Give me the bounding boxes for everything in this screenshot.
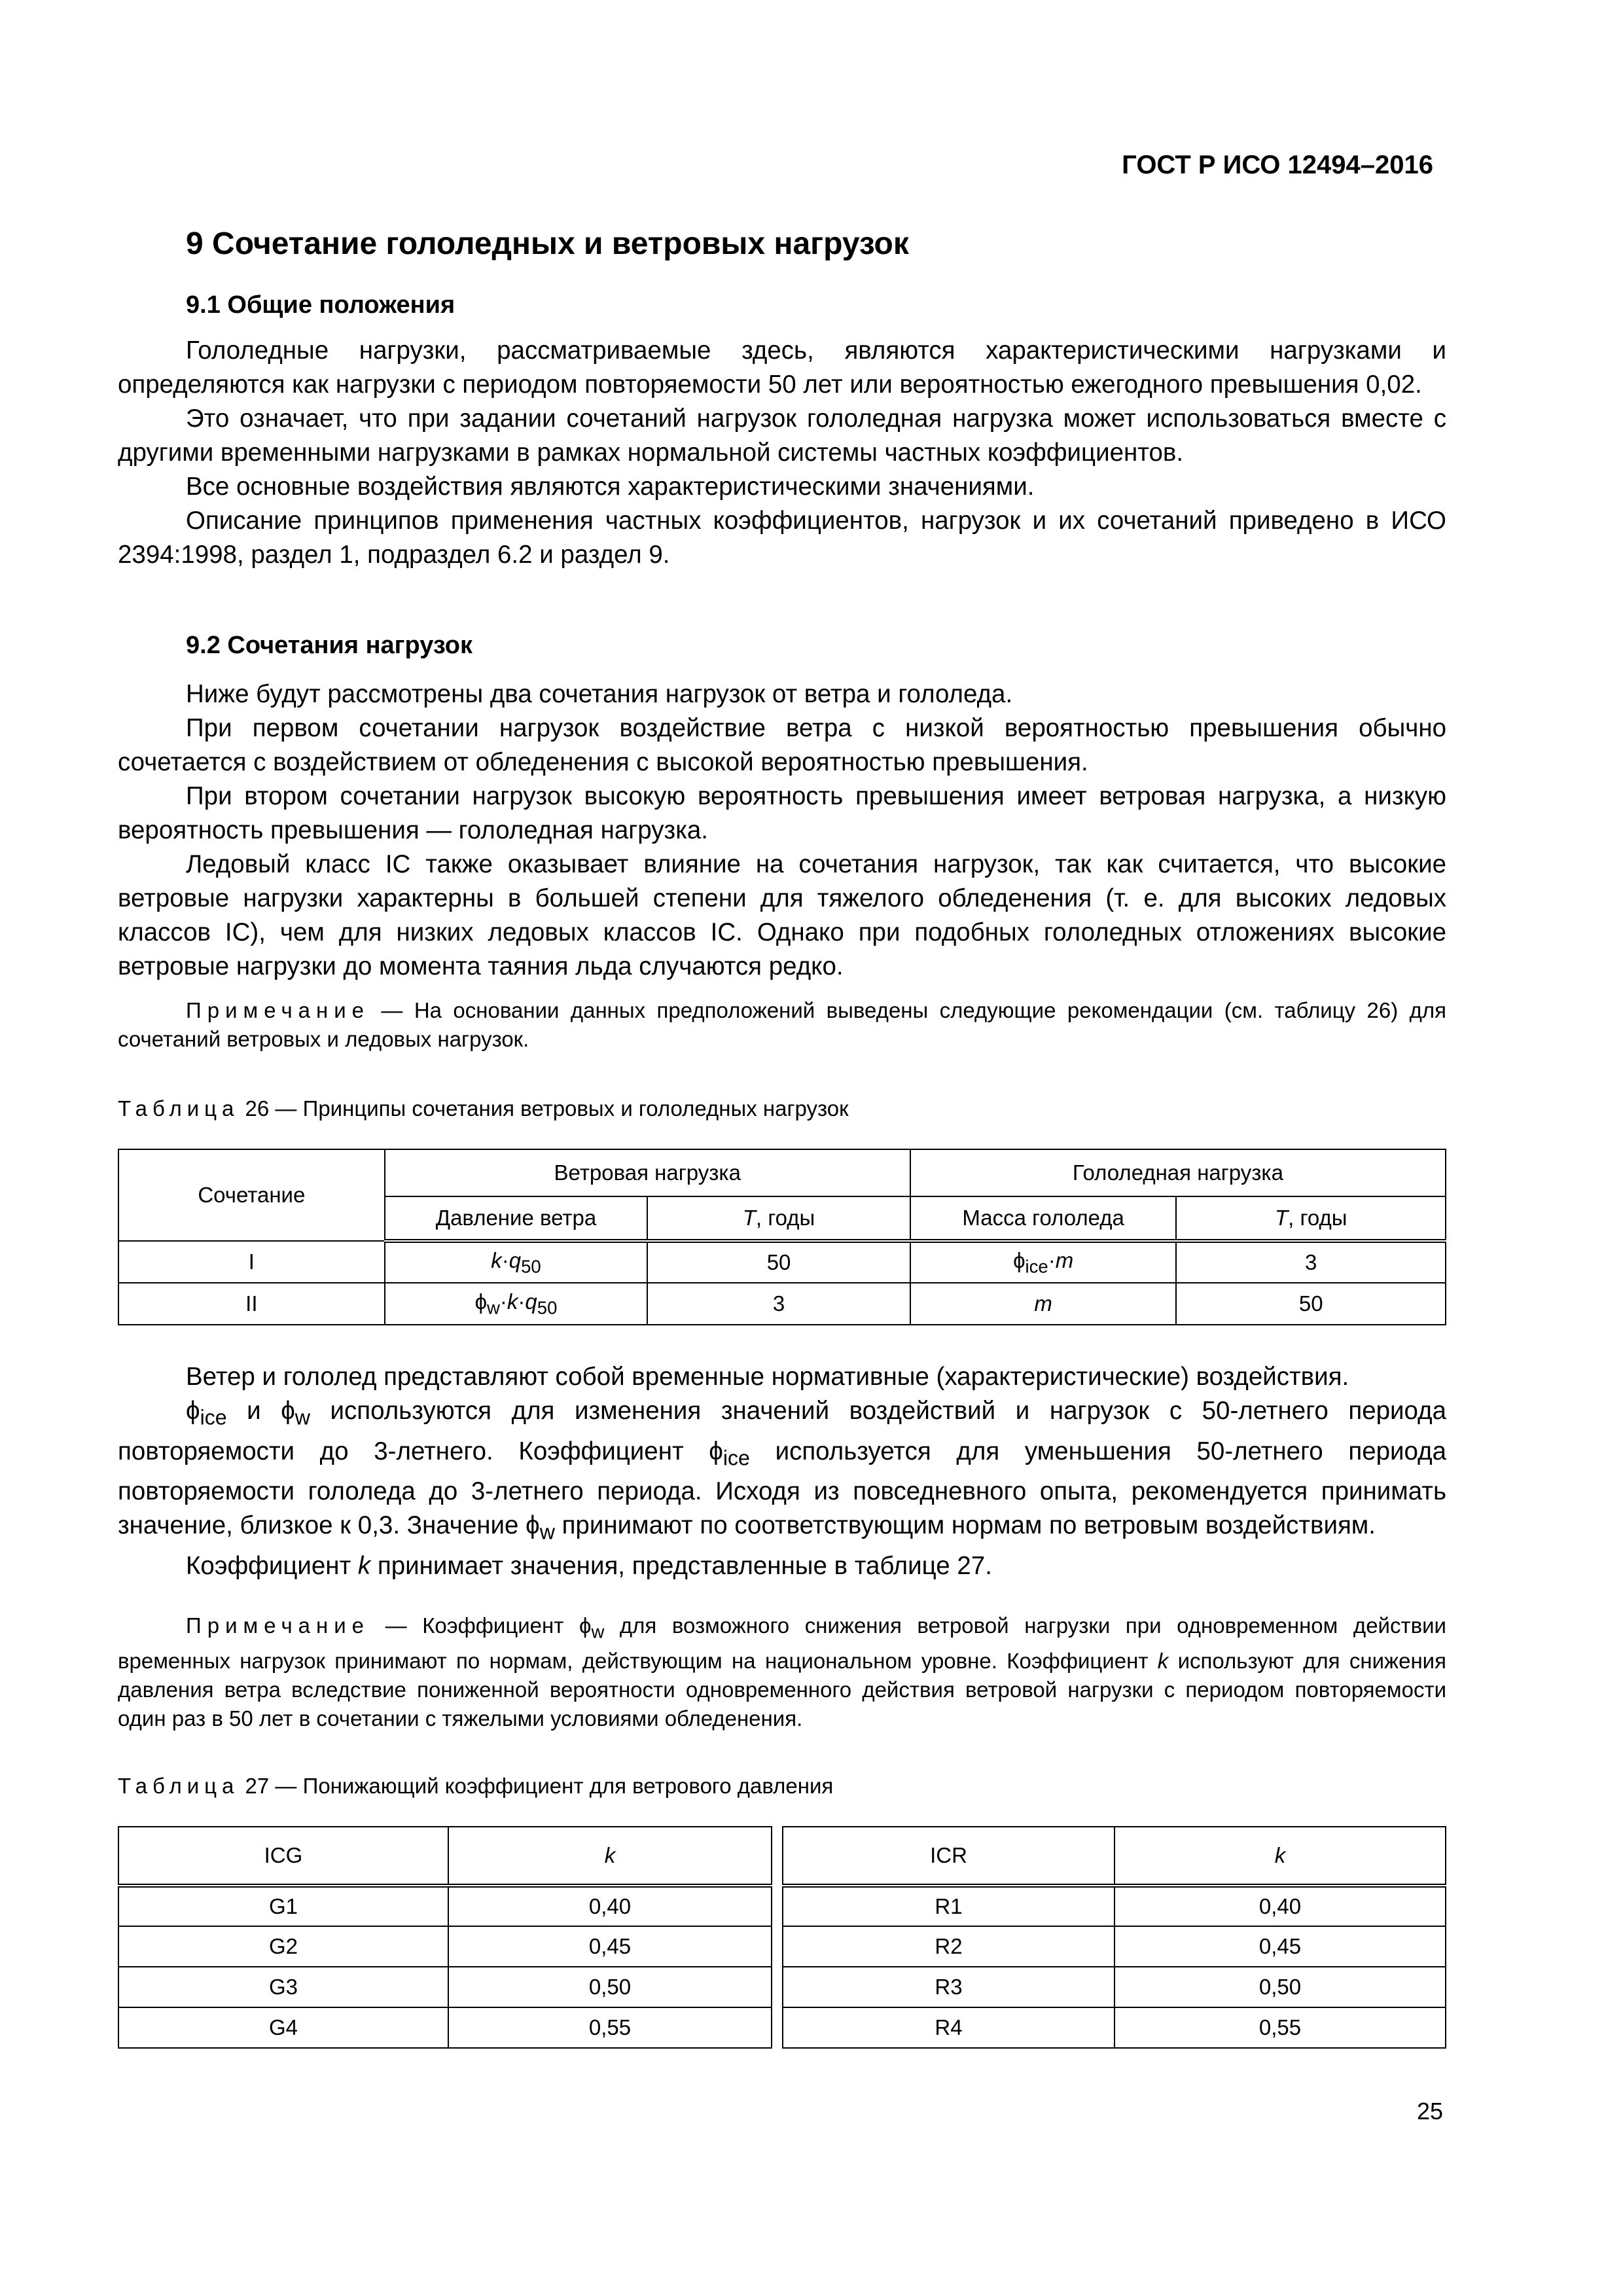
table-27-caption — [118, 1774, 833, 1799]
header-cell-ice: Гололедная нагрузка — [910, 1149, 1446, 1196]
subsection-title-9-1: 9.1 Общие положения — [186, 291, 455, 319]
table-cell: G1 — [118, 1886, 448, 1926]
table-cell: 0,40 — [448, 1886, 772, 1926]
table-row — [783, 1967, 1446, 2007]
header-cell-icr: ICR — [783, 1827, 1115, 1886]
paragraph: При первом сочетании нагрузок воздействие ветра с низкой вероятностью превышения обычно сочетается с воздействием от обледенения с высокой вероятностью превышения. — [118, 714, 1446, 776]
header-cell-period: T, годы — [1176, 1196, 1446, 1241]
table-row — [118, 1967, 772, 2007]
table-cell: G2 — [118, 1926, 448, 1967]
table-row — [783, 1886, 1446, 1926]
section-9-2-body — [118, 677, 1446, 984]
table-cell: 0,45 — [448, 1926, 772, 1967]
table-cell: R4 — [783, 2007, 1115, 2048]
formula-cell: m — [910, 1283, 1177, 1325]
formula-cell: $k\cdot q_{50}$ — [385, 1241, 648, 1283]
table-cell: II — [118, 1283, 385, 1325]
table-row — [783, 1926, 1446, 1967]
table-row — [118, 1926, 772, 1967]
table-cell: 0,40 — [1115, 1886, 1446, 1926]
table-cell: R2 — [783, 1926, 1115, 1967]
table-cell: G3 — [118, 1967, 448, 2007]
note-text: — На основании данных предположений выведены следующие рекомендации (см. таблицу 26) для сочетаний ветровых и ледовых нагрузок. — [118, 998, 1446, 1051]
table-cell: 0,55 — [448, 2007, 772, 2048]
header-cell-k: k — [448, 1827, 772, 1886]
table-27-right — [782, 1826, 1446, 2049]
paragraph: Коэффициент k принимает значения, представленные в таблице 27. — [186, 1552, 992, 1581]
wind-ice-body — [118, 1360, 1446, 1583]
header-cell-wind: Ветровая нагрузка — [385, 1149, 910, 1196]
table-cell: 3 — [647, 1283, 910, 1325]
paragraph: Ледовый класс IC также оказывает влияние на сочетания нагрузок, так как считается, что высокие ветровые нагрузки характерны в большей степени для тяжелого обледенения (т. е. для высоких ледовых классов IC), чем для низких ледовых классов IC. Однако при подобных гололедных отложениях высокие ветровые нагрузки до момента таяния льда случаются редко. — [118, 850, 1446, 980]
header-cell-k: k — [1115, 1827, 1446, 1886]
table-26 — [118, 1149, 1446, 1325]
note-label: Примечание — [186, 998, 370, 1022]
table-cell: 3 — [1176, 1241, 1446, 1283]
table-cell: 0,55 — [1115, 2007, 1446, 2048]
paragraph: Гололедные нагрузки, рассматриваемые здесь, являются характеристическими нагрузками и определяются как нагрузки с периодом повторяемости 50 лет или вероятностью ежегодного превышения 0,02. — [118, 336, 1446, 399]
section-9-1-body — [118, 334, 1446, 572]
formula-cell: $\phi_w\cdot k\cdot q_{50}$ — [385, 1283, 648, 1325]
table-cell: 0,50 — [448, 1967, 772, 2007]
header-cell-pressure: Давление ветра — [385, 1196, 648, 1241]
table-label: Таблица — [118, 1096, 240, 1121]
table-cell: G4 — [118, 2007, 448, 2048]
table-row — [118, 1283, 1446, 1325]
table-row — [118, 2007, 772, 2048]
table-caption-text: 27 — Понижающий коэффициент для ветрового давления — [239, 1774, 834, 1798]
header-cell-period: T, годы — [647, 1196, 910, 1241]
table-cell: 50 — [647, 1241, 910, 1283]
formula-cell: $\phi_{ice}\cdot m$ — [910, 1241, 1177, 1283]
table-cell: 0,45 — [1115, 1926, 1446, 1967]
table-row — [783, 2007, 1446, 2048]
section-title: 9 Сочетание гололедных и ветровых нагрузок — [186, 226, 909, 261]
header-cell-combination: Сочетание — [118, 1149, 385, 1241]
table-27-left — [118, 1826, 772, 2049]
paragraph: $\phi_{ice}$ и $\phi_w$ используются для изменения значений воздействий и нагрузок с 50-летнего периода повторяемости до 3-летнего. Коэффициент $\phi_{ice}$ используется для уменьшения 50-летнего периода повторяемости гололеда до 3-летнего периода. Исходя из повседневного опыта, рекомендуется принимать значение, близкое к 0,3. Значение $\phi_w$ принимают по соответствующим нормам по ветровым воздействиям. — [118, 1397, 1446, 1545]
table-cell: I — [118, 1241, 385, 1283]
note-1 — [118, 996, 1446, 1054]
table-row — [118, 1886, 772, 1926]
header-cell-mass: Масса гололеда — [910, 1196, 1177, 1241]
document-header: ГОСТ Р ИСО 12494–2016 — [1122, 151, 1433, 179]
paragraph: Ниже будут рассмотрены два сочетания нагрузок от ветра и гололеда. — [186, 680, 1013, 708]
note-2: Примечание — Коэффициент $\phi_w$ для возможного снижения ветровой нагрузки при одновременном действии временных нагрузок принимают по нормам, действующим на национальном уровне. Коэффициент k используют для снижения давления ветра вследствие пониженной вероятности одновременного действия ветровой нагрузки с периодом повторяемости один раз в 50 лет в сочетании с тяжелыми условиями обледенения. — [118, 1613, 1446, 1731]
header-cell-icg: ICG — [118, 1827, 448, 1886]
page-number: 25 — [1416, 2098, 1443, 2125]
paragraph: Ветер и гололед представляют собой временные нормативные (характеристические) воздействия. — [186, 1363, 1349, 1391]
table-label: Таблица — [118, 1774, 240, 1798]
table-caption-text: 26 — Принципы сочетания ветровых и гололедных нагрузок — [239, 1096, 849, 1121]
table-cell: 50 — [1176, 1283, 1446, 1325]
table-cell: 0,50 — [1115, 1967, 1446, 2007]
table-cell: R1 — [783, 1886, 1115, 1926]
note-label: Примечание — [186, 1613, 370, 1638]
table-26-caption — [118, 1096, 849, 1121]
table-row — [118, 1241, 1446, 1283]
paragraph: Все основные воздействия являются характеристическими значениями. — [186, 473, 1035, 501]
table-cell: R3 — [783, 1967, 1115, 2007]
paragraph: При втором сочетании нагрузок высокую вероятность превышения имеет ветровая нагрузка, а низкую вероятность превышения — гололедная нагрузка. — [118, 782, 1446, 844]
paragraph: Это означает, что при задании сочетаний нагрузок гололедная нагрузка может использоваться вместе с другими временными нагрузками в рамках нормальной системы частных коэффициентов. — [118, 404, 1446, 467]
paragraph: Описание принципов применения частных коэффициентов, нагрузок и их сочетаний приведено в ИСО 2394:1998, раздел 1, подраздел 6.2 и раздел 9. — [118, 507, 1446, 569]
subsection-title-9-2: 9.2 Сочетания нагрузок — [186, 632, 473, 659]
